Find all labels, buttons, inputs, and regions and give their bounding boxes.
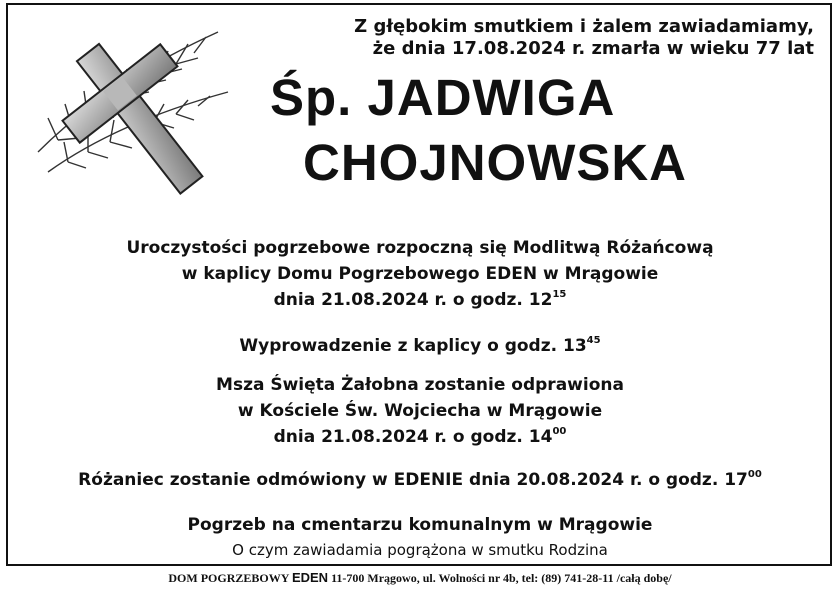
cross-with-palm-icon (18, 22, 248, 202)
rosary-prayer-date: dnia 21.08.2024 r. o godz. $12^{15}$ (273, 289, 567, 310)
rosary-prayer-line-2: w kaplicy Domu Pogrzebowego EDEN w Mrągowie (181, 264, 659, 284)
deceased-name-line-2: CHOJNOWSKA (303, 134, 688, 191)
mass-line-2: w Kościele Św. Wojciecha w Mrągowie (237, 401, 603, 421)
funeral-home-footer: DOM POGRZEBOWY EDEN 11-700 Mrągowo, ul. Wolności nr 4b, tel: (89) 741-28-11 /całą dobę/ (168, 570, 672, 585)
procession-time: Wyprowadzenie z kaplicy o godz. $13^{45}$ (239, 335, 601, 356)
mass-date: dnia 21.08.2024 r. o godz. $14^{00}$ (273, 426, 567, 447)
rosary-prayer-line-1: Uroczystości pogrzebowe rozpoczną się Modlitwą Różańcową (126, 238, 714, 258)
rosary-time: Różaniec zostanie odmówiony w EDENIE dnia 20.08.2024 r. o godz. $17^{00}$ (78, 469, 762, 490)
burial-info: Pogrzeb na cmentarzu komunalnym w Mrągowie (187, 515, 653, 535)
deceased-name-line-1: Śp. JADWIGA (270, 69, 616, 126)
mass-line-1: Msza Święta Żałobna zostanie odprawiona (216, 375, 624, 395)
intro-line-2: że dnia 17.08.2024 r. zmarła w wieku 77 lat (372, 38, 814, 59)
family-note: O czym zawiadamia pogrążona w smutku Rodzina (232, 541, 608, 559)
intro-line-1: Z głębokim smutkiem i żalem zawiadamiamy, (354, 16, 814, 37)
